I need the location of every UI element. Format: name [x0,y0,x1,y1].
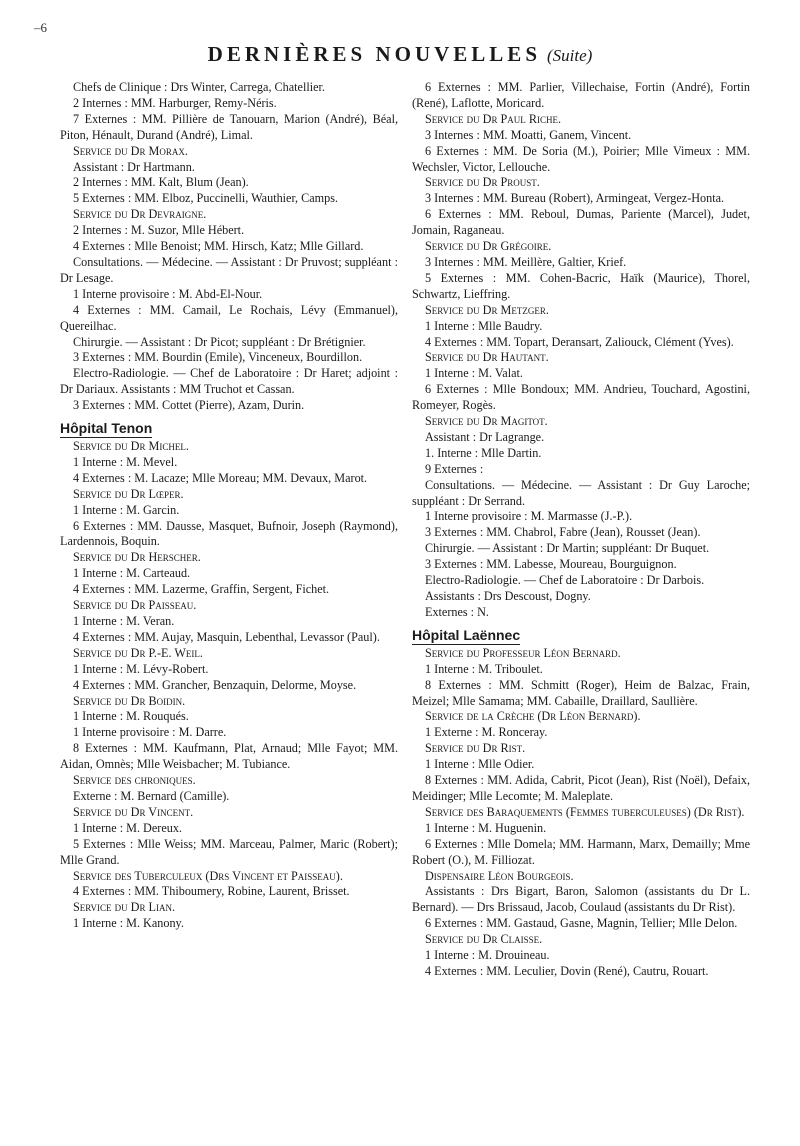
service-heading: Service du Dr Vincent. [73,804,194,819]
staff-entry: 5 Externes : MM. Cohen-Bacric, Haïk (Maurice), Thorel, Schwartz, Lieffring. [412,270,750,301]
staff-entry: Chirurgie. — Assistant : Dr Picot; suppléant : Dr Brétignier. [73,334,366,349]
service-heading: Service du Professeur Léon Bernard. [425,645,621,660]
service-heading: Service du Dr Lœper. [73,486,184,501]
staff-entry: Assistants : Drs Bigart, Baron, Salomon (assistants du Dr L. Bernard). — Drs Brissaud, Jacob, Coulaud (assistants du Dr Rist). [412,884,750,915]
hospital-heading: Hôpital Laënnec [412,626,521,643]
staff-entry: Assistant : Dr Lagrange. [425,429,545,444]
staff-entry: 1 Interne : M. Mevel. [73,454,178,469]
service-heading: Service du Dr Boidin. [73,693,186,708]
staff-entry: 1 Interne provisoire : M. Darre. [73,725,227,740]
hospital-heading: Hôpital Tenon [60,420,153,437]
staff-entry: 3 Internes : MM. Meillère, Galtier, Krief. [425,254,627,269]
staff-entry: Consultations. — Médecine. — Assistant : Dr Guy Laroche; suppléant : Dr Serrand. [412,477,750,508]
staff-entry: Assistant : Dr Hartmann. [73,159,195,174]
staff-entry: 4 Externes : M. Lacaze; Mlle Moreau; MM. Devaux, Marot. [73,470,368,485]
staff-entry: 3 Externes : MM. Bourdin (Emile), Vinceneux, Bourdillon. [73,350,363,365]
service-heading: Service du Dr Metzger. [425,302,549,317]
staff-entry: 1 Interne provisoire : M. Abd-El-Nour. [73,286,263,301]
staff-entry: 4 Externes : MM. Topart, Deransart, Zaliouck, Clément (Yves). [425,334,734,349]
staff-entry: 4 Externes : MM. Grancher, Benzaquin, Delorme, Moyse. [73,677,357,692]
right-column [412,80,750,980]
staff-entry: 3 Externes : MM. Labesse, Moureau, Bourguignon. [425,557,677,572]
hospital-heading-row [412,621,750,646]
staff-entry: 4 Externes : MM. Aujay, Masquin, Lebenthal, Levassor (Paul). [73,629,380,644]
staff-entry: 3 Externes : MM. Cottet (Pierre), Azam, Durin. [73,398,305,413]
service-heading: Service des Baraquements (Femmes tuberculeuses) (Dr Rist). [425,804,745,819]
left-column [60,80,398,932]
staff-entry: 2 Internes : M. Suzor, Mlle Hébert. [73,223,245,238]
staff-entry: 1 Interne : M. Carteaud. [73,566,191,581]
staff-entry: 1 Interne : M. Drouineau. [425,948,550,963]
staff-entry: 4 Externes : Mlle Benoist; MM. Hirsch, Katz; Mlle Gillard. [73,239,364,254]
service-heading: Service du Dr P.-E. Weil. [73,645,203,660]
service-heading: Service du Dr Grégoire. [425,239,552,254]
staff-entry: 6 Externes : MM. De Soria (M.), Poirier; Mlle Vimeux : MM. Wechsler, Victor, Lellouche. [412,143,750,174]
staff-entry: 6 Externes : Mlle Bondoux; MM. Andrieu, Touchard, Agostini, Romeyer, Rogès. [412,382,750,413]
staff-entry: Consultations. — Médecine. — Assistant : Dr Pruvost; suppléant : Dr Lesage. [60,254,398,285]
staff-entry: 1 Interne : M. Valat. [425,366,523,381]
staff-entry: 6 Externes : MM. Gastaud, Gasne, Magnin, Tellier; Mlle Delon. [425,916,738,931]
staff-entry: Externe : M. Bernard (Camille). [73,788,230,803]
staff-entry: 8 Externes : MM. Adida, Cabrit, Picot (Jean), Rist (Noël), Defaix, Meidinger; Mlle Lecomte; M. Maleplate. [412,773,750,803]
service-heading: Service du Dr Devraigne. [73,207,207,222]
staff-entry: 1. Interne : Mlle Dartin. [425,445,542,460]
service-heading: Service des chroniques. [73,773,196,788]
service-heading: Service du Dr Proust. [425,175,540,190]
staff-entry: 7 Externes : MM. Pillière de Tanouarn, Marion (André), Béal, Piton, Hénault, Durand (André), Limal. [60,111,398,142]
staff-entry: 1 Interne : M. Kanony. [73,916,184,931]
staff-entry: 1 Interne : M. Dereux. [73,820,182,835]
service-heading: Service de la Crèche (Dr Léon Bernard). [425,709,641,724]
service-heading: Service du Dr Herscher. [73,550,201,565]
staff-entry: 4 Externes : MM. Camail, Le Rochais, Lévy (Emmanuel), Quereilhac. [60,302,398,333]
page-title-suffix: (Suite) [547,46,593,65]
service-heading: Service du Dr Claisse. [425,932,543,947]
service-heading: Service du Dr Hautant. [425,350,549,365]
staff-entry: Externes : N. [425,604,489,619]
staff-entry: 1 Interne : M. Garcin. [73,502,180,517]
staff-entry: Chefs de Clinique : Drs Winter, Carrega, Chatellier. [73,80,325,94]
staff-entry: 1 Interne : M. Huguenin. [425,820,547,835]
staff-entry: 4 Externes : MM. Thiboumery, Robine, Laurent, Brisset. [73,884,350,899]
staff-entry: 6 Externes : Mlle Domela; MM. Harmann, Marx, Demailly; Mme Robert (O.), M. Filliozat. [412,836,750,867]
staff-entry: 1 Interne : Mlle Odier. [425,757,535,772]
page-title: DERNIÈRES NOUVELLES [207,42,541,66]
staff-entry: 1 Interne : M. Veran. [73,614,175,628]
service-heading: Service du Dr Paul Riche. [425,111,561,126]
staff-entry: 9 Externes : [425,461,484,476]
staff-entry: 2 Internes : MM. Harburger, Remy-Néris. [73,95,277,110]
staff-entry: Assistants : Drs Descoust, Dogny. [425,589,591,603]
page-number: –6 [34,20,47,35]
staff-entry: 6 Externes : MM. Dausse, Masquet, Bufnoir, Joseph (Raymond), Lardennois, Boquin. [60,518,398,549]
staff-entry: 1 Interne : M. Rouqués. [73,709,189,724]
staff-entry: Electro-Radiologie. — Chef de Laboratoire : Dr Haret; adjoint : Dr Dariaux. Assistants : MM Truchot et Cassan. [60,366,398,397]
service-heading: Service du Dr Morax. [73,143,188,158]
hospital-heading-row [60,414,398,439]
staff-entry: 1 Interne : M. Triboulet. [425,661,543,676]
staff-entry: 3 Internes : MM. Bureau (Robert), Armingeat, Vergez-Honta. [425,191,725,206]
service-heading: Service du Dr Magitot. [425,414,548,429]
staff-entry: 8 Externes : MM. Schmitt (Roger), Heim de Balzac, Frain, Meizel; Mlle Samama; MM. Cabaille, Draillard, Saullière. [412,677,750,708]
page-header [0,42,800,67]
staff-entry: 1 Interne : M. Lévy-Robert. [73,661,209,676]
staff-entry: 4 Externes : MM. Leculier, Dovin (René), Cautru, Rouart. [425,963,709,978]
staff-entry: 5 Externes : Mlle Weiss; MM. Marceau, Palmer, Maric (Robert); Mlle Grand. [60,836,398,867]
staff-entry: 6 Externes : MM. Reboul, Dumas, Pariente (Marcel), Judet, Jomain, Raganeau. [412,207,750,238]
staff-entry: 4 Externes : MM. Lazerme, Graffin, Sergent, Fichet. [73,582,330,597]
staff-entry: 1 Externe : M. Ronceray. [425,725,548,740]
staff-entry: 5 Externes : MM. Elboz, Puccinelli, Wauthier, Camps. [73,191,339,206]
staff-entry: 3 Externes : MM. Chabrol, Fabre (Jean), Rousset (Jean). [425,525,701,540]
staff-entry: Electro-Radiologie. — Chef de Laboratoire : Dr Darbois. [425,573,705,588]
staff-entry: 8 Externes : MM. Kaufmann, Plat, Arnaud; Mlle Fayot; MM. Aidan, Omnès; Mlle Weisbacher; M. Tubiance. [60,741,398,772]
staff-entry: Chirurgie. — Assistant : Dr Martin; suppléant: Dr Buquet. [425,541,710,556]
service-heading: Service du Dr Lian. [73,900,175,915]
service-heading: Service du Dr Rist. [425,741,526,756]
staff-entry: 1 Interne : Mlle Baudry. [425,318,543,333]
staff-entry: 3 Internes : MM. Moatti, Ganem, Vincent. [425,127,632,142]
service-heading: Dispensaire Léon Bourgeois. [425,868,574,883]
staff-entry: 1 Interne provisoire : M. Marmasse (J.-P.). [425,509,633,524]
staff-entry: 2 Internes : MM. Kalt, Blum (Jean). [73,175,249,190]
service-heading: Service du Dr Paisseau. [73,598,197,613]
staff-entry: 6 Externes : MM. Parlier, Villechaise, Fortin (André), Fortin (René), Laflotte, Moricard. [412,80,750,110]
service-heading: Service des Tuberculeux (Drs Vincent et Paisseau). [73,868,343,883]
service-heading: Service du Dr Michel. [73,439,189,454]
